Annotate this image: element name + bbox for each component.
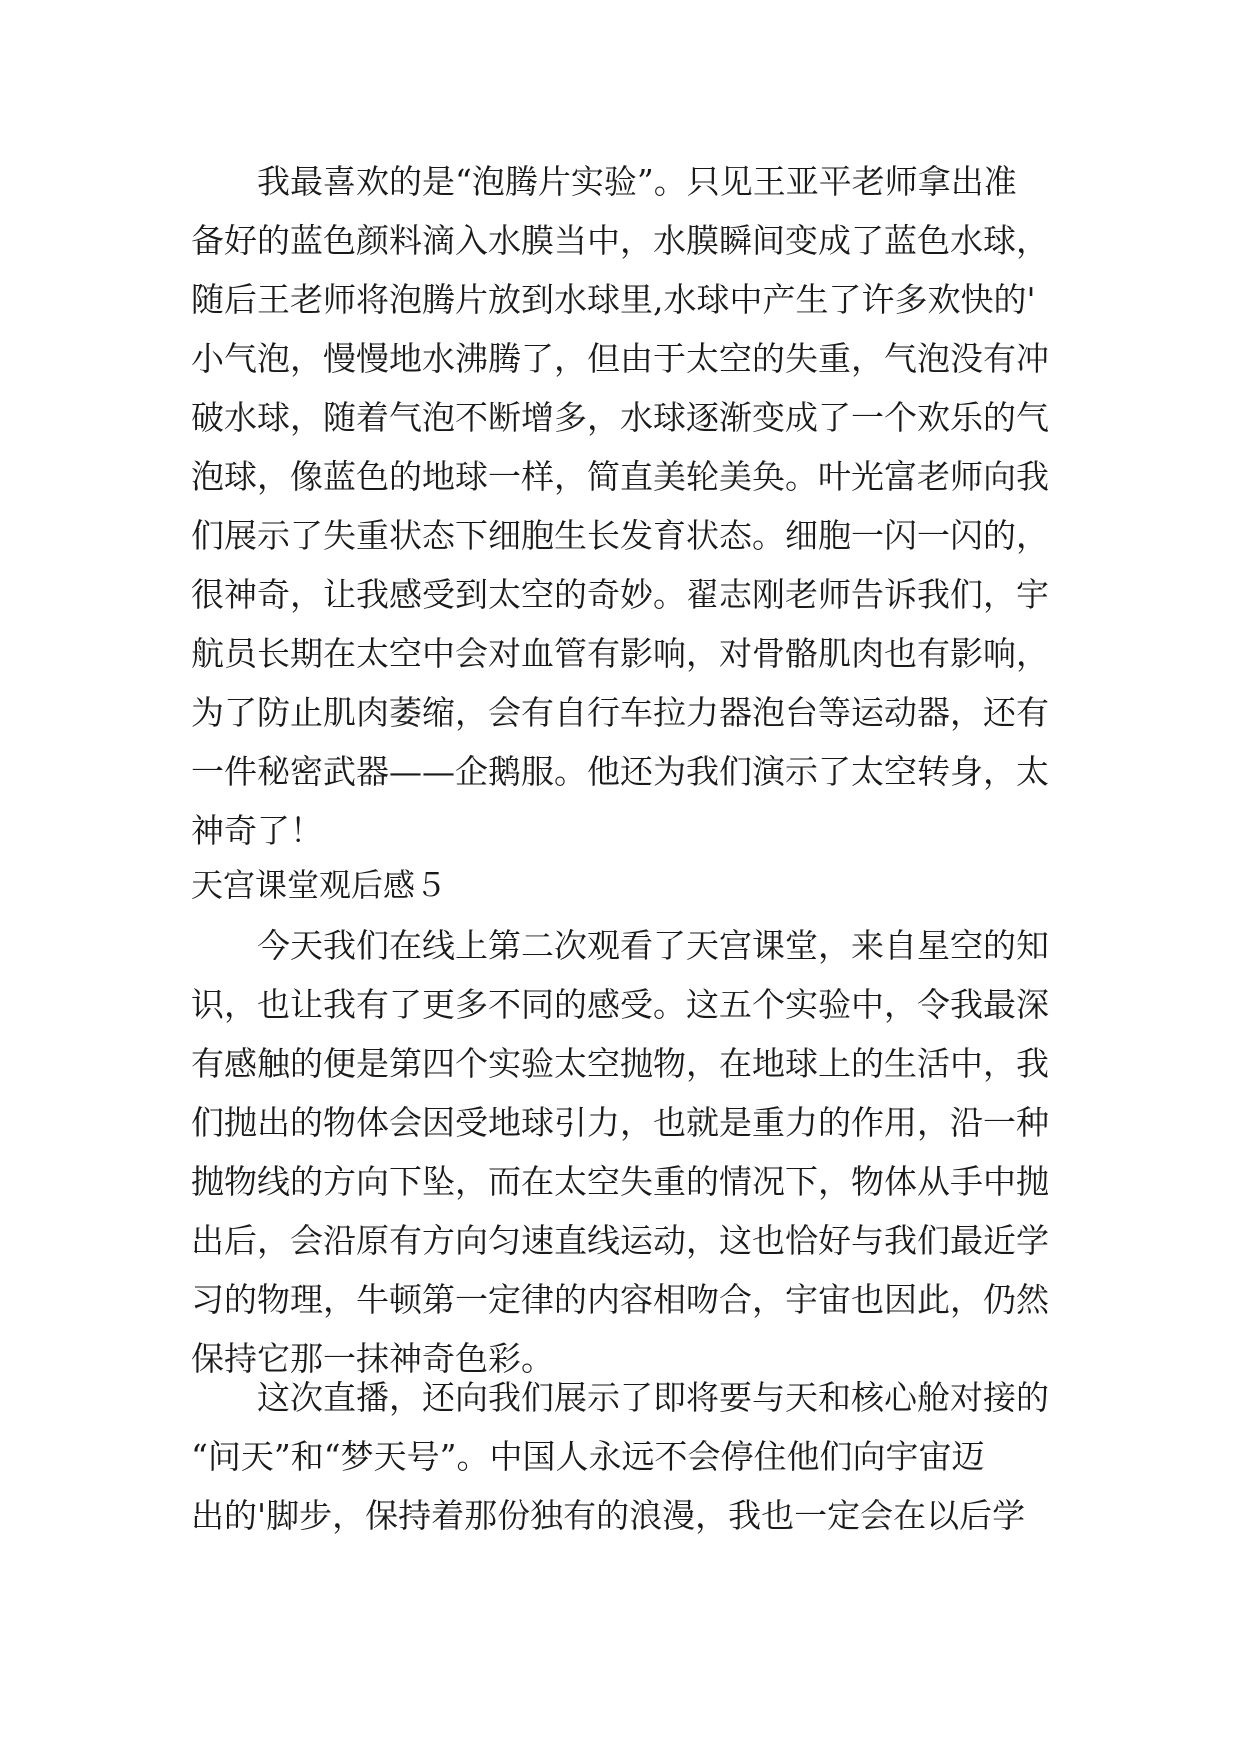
paragraph-line: 小气泡，慢慢地水沸腾了，但由于太空的失重，气泡没有冲 (191, 339, 1049, 378)
paragraph-1 (191, 152, 1051, 860)
paragraph-line: 航员长期在太空中会对血管有影响，对骨骼肌肉也有影响， (191, 634, 1049, 673)
paragraph-line: 抛物线的方向下坠，而在太空失重的情况下，物体从手中抛 (191, 1162, 1049, 1201)
paragraph-line: 们展示了失重状态下细胞生长发育状态。细胞一闪一闪的， (191, 516, 1049, 555)
paragraph-line: 神奇了！ (191, 811, 323, 850)
paragraph-line: “问天”和“梦天号”。中国人永远不会停住他们向宇宙迈 (191, 1437, 985, 1476)
paragraph-line: 很神奇，让我感受到太空的奇妙。翟志刚老师告诉我们，宇 (191, 575, 1049, 614)
paragraph-line: 随后王老师将泡腾片放到水球里,水球中产生了许多欢快的' (191, 280, 1036, 319)
paragraph-line: 破水球，随着气泡不断增多，水球逐渐变成了一个欢乐的气 (191, 398, 1049, 437)
paragraph-line: 保持它那一抹神奇色彩。 (191, 1339, 554, 1378)
paragraph-line: 我最喜欢的是“泡腾片实验”。只见王亚平老师拿出准 (191, 162, 1017, 201)
paragraph-line: 一件秘密武器——企鹅服。他还为我们演示了太空转身，太 (191, 752, 1049, 791)
paragraph-3 (191, 1368, 1051, 1545)
paragraph-line: 这次直播，还向我们展示了即将要与天和核心舱对接的 (191, 1378, 1049, 1417)
paragraph-line: 们抛出的物体会因受地球引力，也就是重力的作用，沿一种 (191, 1103, 1049, 1142)
paragraph-line: 习的物理，牛顿第一定律的内容相吻合，宇宙也因此，仍然 (191, 1280, 1049, 1319)
paragraph-line: 今天我们在线上第二次观看了天宫课堂，来自星空的知 (191, 926, 1049, 965)
paragraph-line: 为了防止肌肉萎缩，会有自行车拉力器泡台等运动器，还有 (191, 693, 1049, 732)
paragraph-line: 泡球，像蓝色的地球一样，简直美轮美奂。叶光富老师向我 (191, 457, 1049, 496)
paragraph-line: 出的'脚步，保持着那份独有的浪漫，我也一定会在以后学 (191, 1496, 1026, 1535)
paragraph-2 (191, 916, 1051, 1388)
paragraph-line: 有感触的便是第四个实验太空抛物，在地球上的生活中，我 (191, 1044, 1049, 1083)
paragraph-line: 备好的蓝色颜料滴入水膜当中，水膜瞬间变成了蓝色水球， (191, 221, 1049, 260)
section-heading: 天宫课堂观后感５ (191, 866, 448, 904)
paragraph-line: 识，也让我有了更多不同的感受。这五个实验中，令我最深 (191, 985, 1049, 1024)
paragraph-line: 出后，会沿原有方向匀速直线运动，这也恰好与我们最近学 (191, 1221, 1049, 1260)
